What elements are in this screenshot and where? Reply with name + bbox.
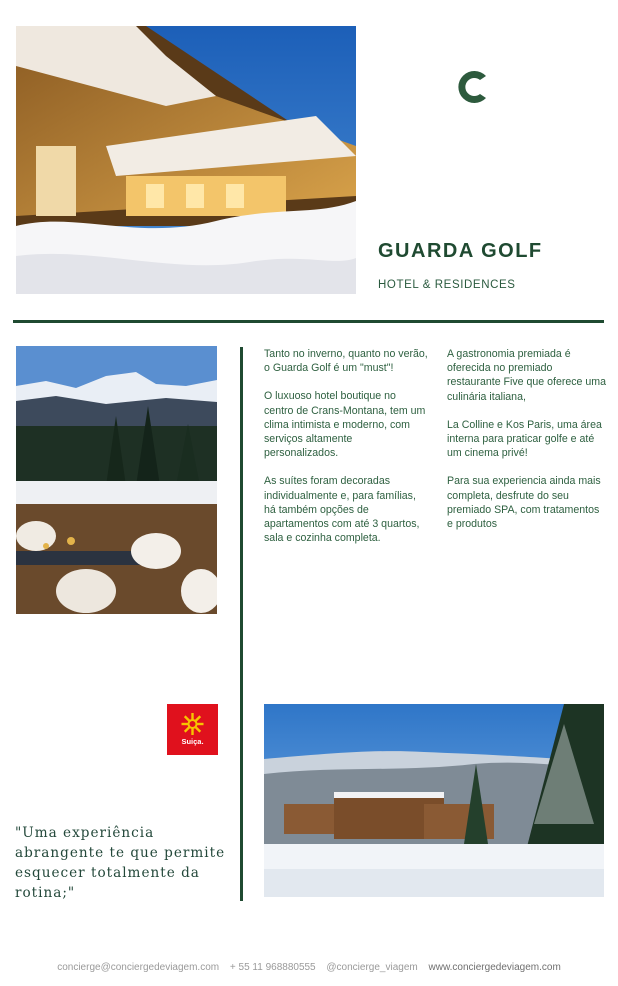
footer-phone: + 55 11 968880555: [229, 962, 316, 973]
guarda-golf-logo-icon: [456, 68, 490, 106]
vertical-divider: [240, 347, 243, 901]
paragraph-boutique: O luxuoso hotel boutique no centro de Crans-Montana, tem um clima intimista e moderno, com serviços altamente personalizados.: [264, 390, 426, 460]
paragraph-suites: As suítes foram decoradas individualmente e, para famílias, há também opções de apartamentos com até 3 quartos, sala e cozinha completa.: [264, 475, 420, 545]
swiss-badge-label: Suiça.: [181, 737, 204, 746]
quote-text: "Uma experiência abrangente te que permite esquecer totalmente da rotina;": [15, 825, 226, 901]
horizontal-divider: [13, 320, 604, 323]
paragraph-spa: Para sua experiencia ainda mais completa, desfrute do seu premiado SPA, com tratamentos e produtos: [447, 475, 601, 531]
footer-website-link[interactable]: www.conciergedeviagem.com: [428, 962, 561, 973]
switzerland-badge: [167, 704, 218, 755]
footer-contacts: [0, 962, 618, 973]
swiss-sun-icon: [167, 704, 218, 755]
description-column-2: [447, 347, 607, 545]
paragraph-must: Tanto no inverno, quanto no verão, o Guarda Golf é um "must"!: [264, 348, 428, 375]
footer-instagram-handle[interactable]: @concierge_viagem: [326, 962, 418, 973]
hotel-name-title: GUARDA GOLF: [378, 240, 543, 262]
resort-village-photo: [264, 704, 604, 897]
hero-chalet-photo: [16, 26, 356, 294]
hotel-subtitle: HOTEL & RESIDENCES: [378, 279, 516, 291]
description-column-1: [264, 347, 428, 559]
footer-email-link[interactable]: concierge@conciergedeviagem.com: [57, 962, 220, 973]
paragraph-gastronomy: A gastronomia premiada é oferecida no premiado restaurante Five que oferece uma culinária italiana,: [447, 348, 606, 403]
paragraph-golf-cinema: La Colline e Kos Paris, uma área interna para praticar golfe e até um cinema privé!: [447, 418, 602, 460]
mountain-terrace-photo: [16, 346, 217, 614]
